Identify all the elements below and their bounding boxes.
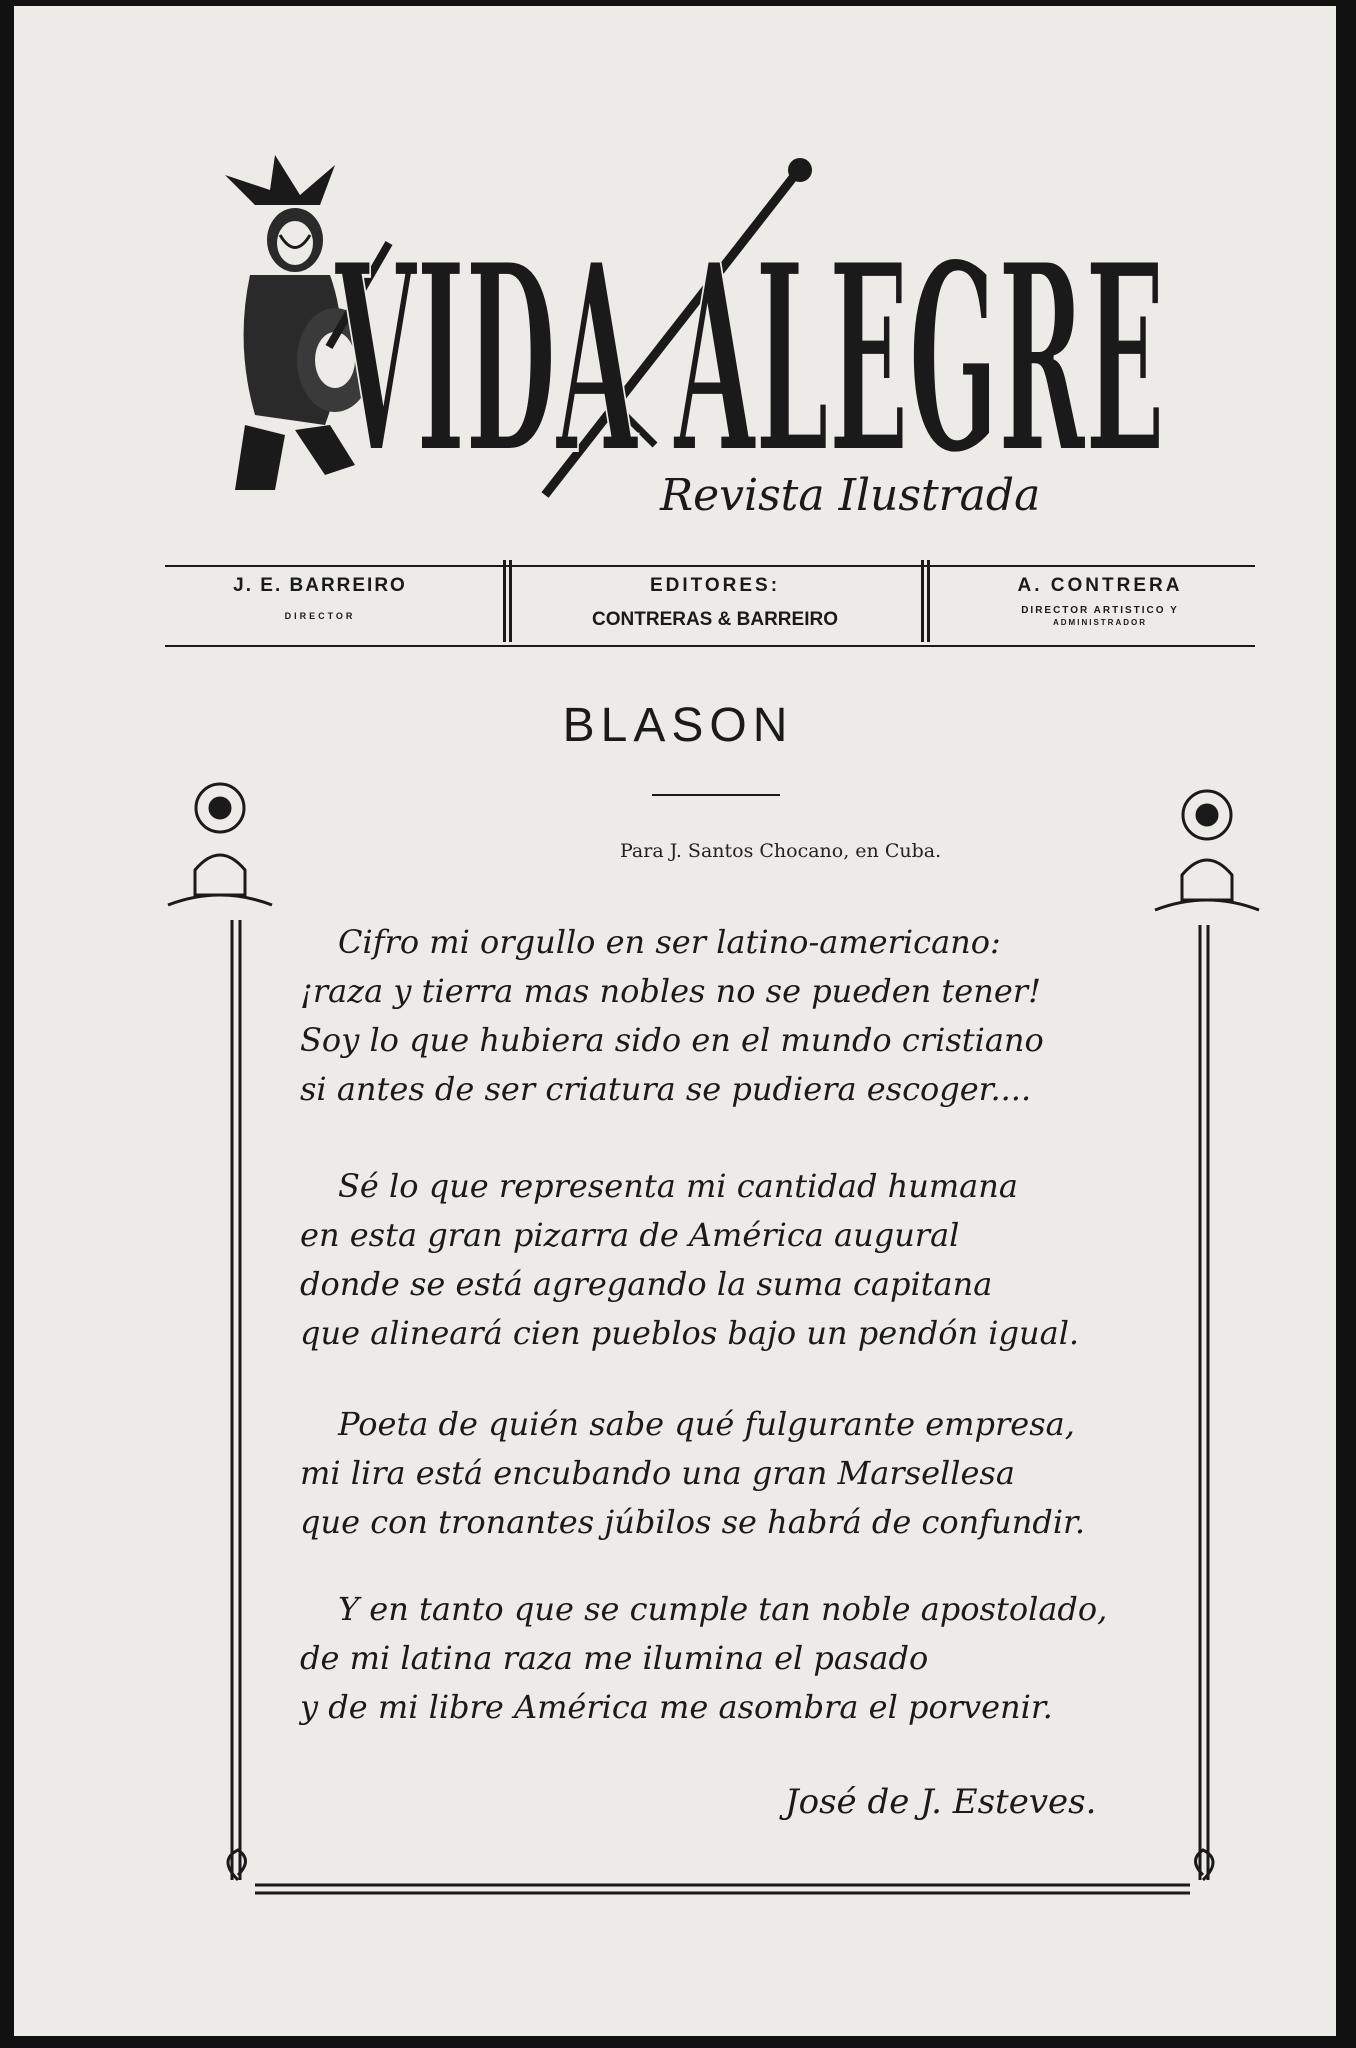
editores-label: EDITORES:: [649, 575, 781, 596]
poem-line: Soy lo que hubiera sido en el mundo cristiano: [300, 1021, 1044, 1059]
poem-line: mi lira está encubando una gran Marsellesa: [300, 1454, 1015, 1492]
artistic-role-2: ADMINISTRADOR: [1053, 618, 1147, 627]
poem-line: de mi latina raza me ilumina el pasado: [300, 1639, 929, 1677]
poem-line: Sé lo que representa mi cantidad humana: [338, 1167, 1018, 1205]
stanza-1: [300, 918, 1180, 1114]
poem-line: en esta gran pizarra de América augural: [300, 1216, 960, 1254]
director-name: J. E. BARREIRO: [233, 575, 407, 596]
artistic-name: A. CONTRERA: [1017, 575, 1183, 596]
poem-line: que con tronantes júbilos se habrá de confundir.: [300, 1503, 1085, 1541]
poem-title: BLASON: [562, 699, 794, 752]
poem-line: que alineará cien pueblos bajo un pendón igual.: [300, 1314, 1080, 1352]
masthead-title: VIDA ALEGRE: [333, 207, 1165, 512]
director-role: DIRECTOR: [284, 611, 356, 621]
poem-line: Cifro mi orgullo en ser latino-americano:: [338, 923, 1001, 961]
poem-line: ¡raza y tierra mas nobles no se pueden tener!: [300, 972, 1041, 1010]
poem-line: y de mi libre América me asombra el porvenir.: [300, 1688, 1053, 1726]
author-signature: José de J. Esteves.: [785, 1782, 1097, 1822]
poem-line: Poeta de quién sabe qué fulgurante empresa,: [338, 1405, 1075, 1443]
masthead-subtitle: Revista Ilustrada: [660, 470, 1041, 515]
stanza-2: [300, 1162, 1180, 1358]
editores-names: CONTRERAS & BARREIRO: [592, 609, 838, 630]
poem-line: si antes de ser criatura se pudiera escoger....: [300, 1070, 1032, 1108]
stanza-3: [300, 1400, 1180, 1547]
stanza-4: [300, 1585, 1180, 1732]
poem-line: Y en tanto que se cumple tan noble apostolado,: [338, 1590, 1108, 1628]
dedication: Para J. Santos Chocano, en Cuba.: [620, 840, 942, 862]
artistic-role-1: DIRECTOR ARTISTICO Y: [1021, 605, 1179, 616]
poem-line: donde se está agregando la suma capitana: [300, 1265, 993, 1303]
